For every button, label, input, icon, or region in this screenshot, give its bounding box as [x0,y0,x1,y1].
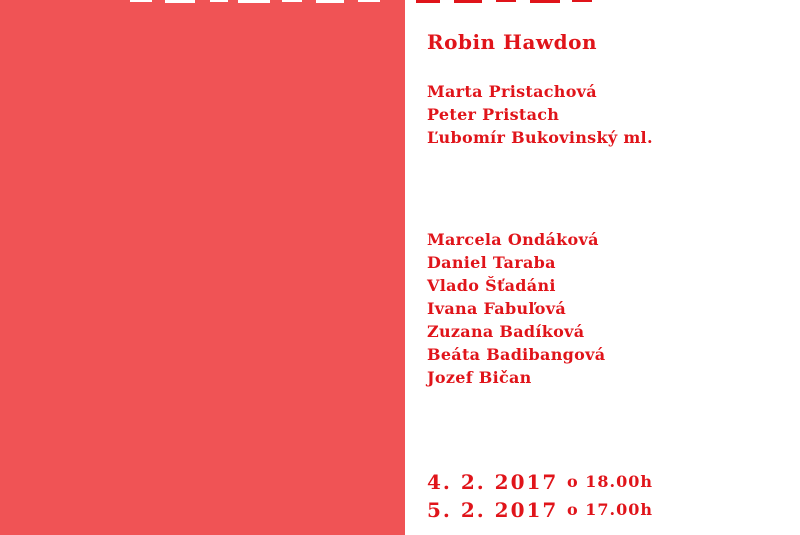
cast-name: Jozef Bičan [427,368,532,387]
cropped-title-fragment [120,0,600,8]
cast-name: Zuzana Badíková [427,322,585,341]
cast-name: Ivana Fabuľová [427,299,567,318]
author-name: Robin Hawdon [427,30,597,54]
cast-name: Marcela Ondáková [427,230,599,249]
crew-name: Ľubomír Bukovinský ml. [427,128,653,147]
performance-date: 5. 2. 2017 [427,498,559,522]
cropped-title-shapes [120,0,600,8]
crew-name: Marta Pristachová [427,82,597,101]
cast-name: Vlado Šťadáni [427,276,556,295]
cast-name: Daniel Taraba [427,253,556,272]
performance-date: 4. 2. 2017 [427,470,559,494]
crew-name: Peter Pristach [427,105,560,124]
cast-name: Beáta Badibangová [427,345,606,364]
performance-time: o 17.00h [567,500,653,519]
performance-time: o 18.00h [567,472,653,491]
